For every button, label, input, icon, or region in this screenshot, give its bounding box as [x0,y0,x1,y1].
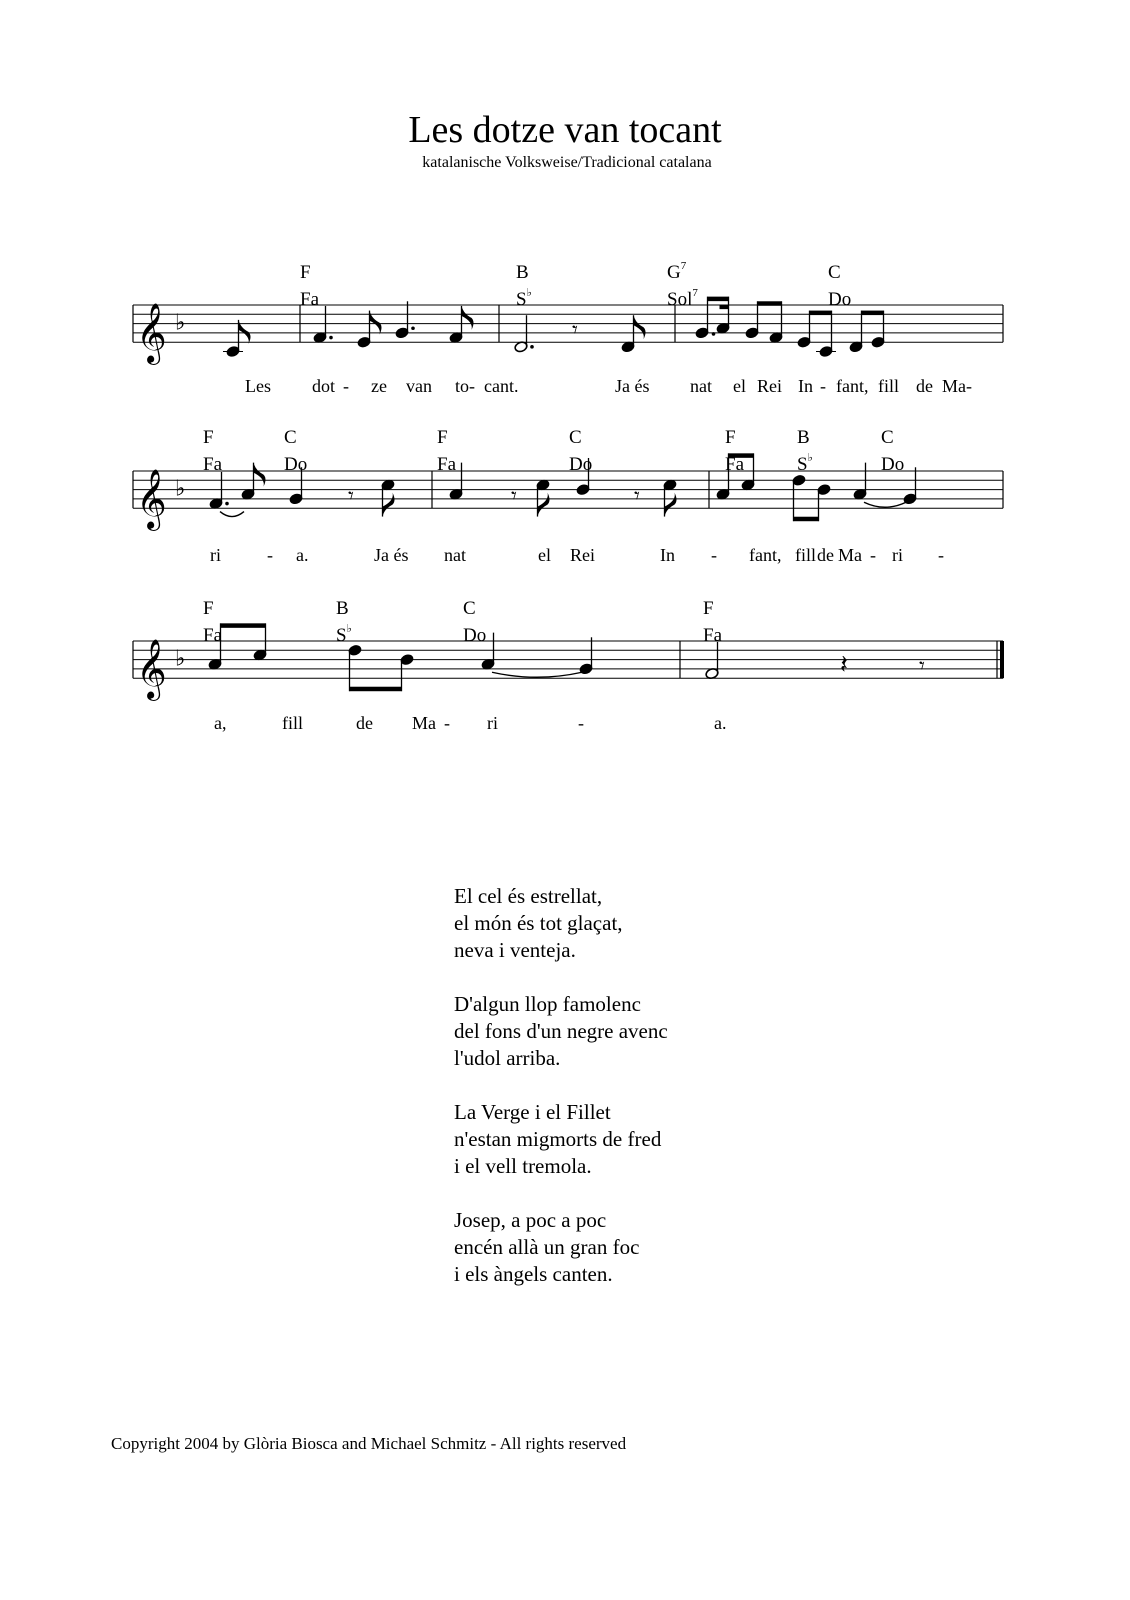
augmentation-dot [712,332,716,336]
treble-clef-icon: 𝄞 [136,469,167,530]
lyric-syllable: Ma [412,713,436,733]
chord-solfege: Do [463,625,487,646]
eighth-flag [665,493,677,517]
chord-solfege: Do [569,454,593,475]
chord-solfege: Fa [703,625,722,646]
eighth-flag [538,493,550,517]
song-title: Les dotze van tocant [408,109,722,151]
chord-symbol: C [284,427,297,448]
lyric-syllable: - [267,545,273,565]
eighth-rest-icon: 𝄾 [634,483,640,509]
eighth-flag [383,493,395,517]
lyric-syllable: - [578,713,584,733]
tie [864,502,906,507]
staff-system [133,427,1003,565]
verse-line: el món és tot glaçat, [454,911,623,935]
flat-icon: ♭ [175,310,186,336]
lyric-syllable: de [817,545,834,565]
lyric-syllable: - [469,376,475,396]
verse-line: D'algun llop famolenc [454,992,641,1016]
beam [758,301,782,306]
lyric-syllable: nat [444,545,466,565]
chord-symbol: F [437,427,448,448]
chord-solfege-extension: ♭ [526,287,532,299]
chord-symbol: C [881,427,894,448]
chord-solfege: Do [284,454,308,475]
lyric-syllable: - [711,545,717,565]
lyric-syllable: Les [245,376,271,396]
lyric-syllable: Ja és [615,376,650,396]
verse-line: La Verge i el Fillet [454,1100,611,1124]
eighth-rest-icon: 𝄾 [348,483,354,509]
eighth-flag [254,463,266,487]
chord-symbol: B [516,262,529,283]
chord-extension: 7 [680,260,687,272]
verse-line: i el vell tremola. [454,1154,592,1178]
beam [708,297,729,302]
treble-clef-icon: 𝄞 [136,639,167,700]
lyric-syllable: fill [795,545,816,565]
eighth-rest-icon: 𝄾 [511,483,517,509]
eighth-rest-icon: 𝄾 [572,317,578,343]
verse-line: i els àngels canten. [454,1262,613,1286]
lyric-syllable: ri [487,713,498,733]
augmentation-dot [329,336,333,340]
chord-solfege: Fa [437,454,456,475]
lyric-syllable: Ja és [374,545,409,565]
staff-system [133,260,1003,396]
verse-line: Josep, a poc a poc [454,1208,607,1232]
chord-solfege: Fa [300,289,319,310]
lyric-syllable: fill [282,713,303,733]
beam [810,311,832,316]
quarter-rest-icon: 𝄽 [840,649,848,680]
augmentation-dot [530,345,534,349]
chord-symbol: B [797,427,810,448]
lyric-syllable: a. [296,545,309,565]
lyric-syllable: de [356,713,373,733]
treble-clef-icon: 𝄞 [136,303,167,364]
chord-symbol: C [463,598,476,619]
lyric-syllable: fill [878,376,899,396]
chord-solfege: Sol$^7$ [667,287,698,310]
beam [720,305,729,310]
lyric-syllable: Ma- [942,376,972,396]
verse-line: l'udol arriba. [454,1046,561,1070]
chord-solfege-extension: ♭ [807,452,813,464]
lyric-syllable: In [660,545,675,565]
lyric-syllable: fant, [749,545,782,565]
beam [350,687,402,692]
chord-symbol: F [725,427,736,448]
chord-symbol: F [703,598,714,619]
augmentation-dot [225,502,229,506]
verse-stanza [454,1099,874,1180]
augmentation-dot [411,326,415,330]
lyric-syllable: In [798,376,813,396]
chord-symbol: C [569,427,582,448]
lyric-syllable: Ma [838,545,862,565]
tie [220,512,244,517]
chord-symbol: C [828,262,841,283]
lyric-syllable: el [538,545,551,565]
lyric-syllable: ri [210,545,221,565]
verse-line: neva i venteja. [454,938,576,962]
verse-line: El cel és estrellat, [454,884,603,908]
chord-symbol: B [336,598,349,619]
lyric-syllable: de [916,376,933,396]
lyric-syllable: ze [371,376,387,396]
chord-solfege: Do [881,454,905,475]
chord-symbol: F [300,262,311,283]
lyric-syllable: el [733,376,746,396]
eighth-flag [634,315,646,339]
verse-line: del fons d'un negre avenc [454,1019,668,1043]
staff-system [133,598,1004,733]
beam [862,311,884,316]
chord-solfege: S♭ [516,287,532,310]
copyright-notice: Copyright 2004 by Glòria Biosca and Michael Schmitz - All rights reserved [111,1434,627,1453]
chord-solfege: Fa [203,625,222,646]
verse-line: encén allà un gran foc [454,1235,640,1259]
eighth-rest-icon: 𝄾 [919,653,925,679]
chord-solfege-extension: ♭ [346,623,352,635]
chord-symbol: F [203,598,214,619]
lyric-syllable: to [455,376,470,396]
lyric-syllable: - [444,713,450,733]
lyric-syllable: - [870,545,876,565]
chord-symbol: $G^7$ [667,260,687,283]
lyric-syllable: - [343,376,349,396]
subtitle-text: katalanische Volksweise/Tradicional catalana [422,154,712,171]
lyric-syllable: - [938,545,944,565]
flat-icon: ♭ [175,646,186,672]
beam [794,517,819,522]
chord-solfege-extension: 7 [692,287,698,299]
chord-solfege: Fa [203,454,222,475]
verse-stanza [454,991,874,1072]
chord-solfege: Fa [725,454,744,475]
lyric-syllable: a. [714,713,727,733]
verse-line: n'estan migmorts de fred [454,1127,662,1151]
chord-solfege: Do [828,289,852,310]
lyric-syllable: Rei [757,376,782,396]
verse-stanza [454,1207,874,1288]
chord-solfege: S♭ [797,452,813,475]
flat-icon: ♭ [175,476,186,502]
lyric-syllable: Rei [570,545,595,565]
chord-symbol: F [203,427,214,448]
chord-solfege: S♭ [336,623,352,646]
lyric-syllable: - [820,376,826,396]
lyric-syllable: cant. [484,376,519,396]
lyric-syllable: fant, [836,376,869,396]
lyric-syllable: nat [690,376,712,396]
tie [492,672,582,677]
eighth-flag [462,306,474,330]
beam [221,623,266,628]
lyric-syllable: a, [214,713,227,733]
lyric-syllable: van [406,376,432,396]
verses [454,883,874,1315]
lyric-syllable: ri [892,545,903,565]
lyric-syllable: dot [312,376,336,396]
final-barline [1000,641,1004,678]
verse-stanza [454,883,874,964]
